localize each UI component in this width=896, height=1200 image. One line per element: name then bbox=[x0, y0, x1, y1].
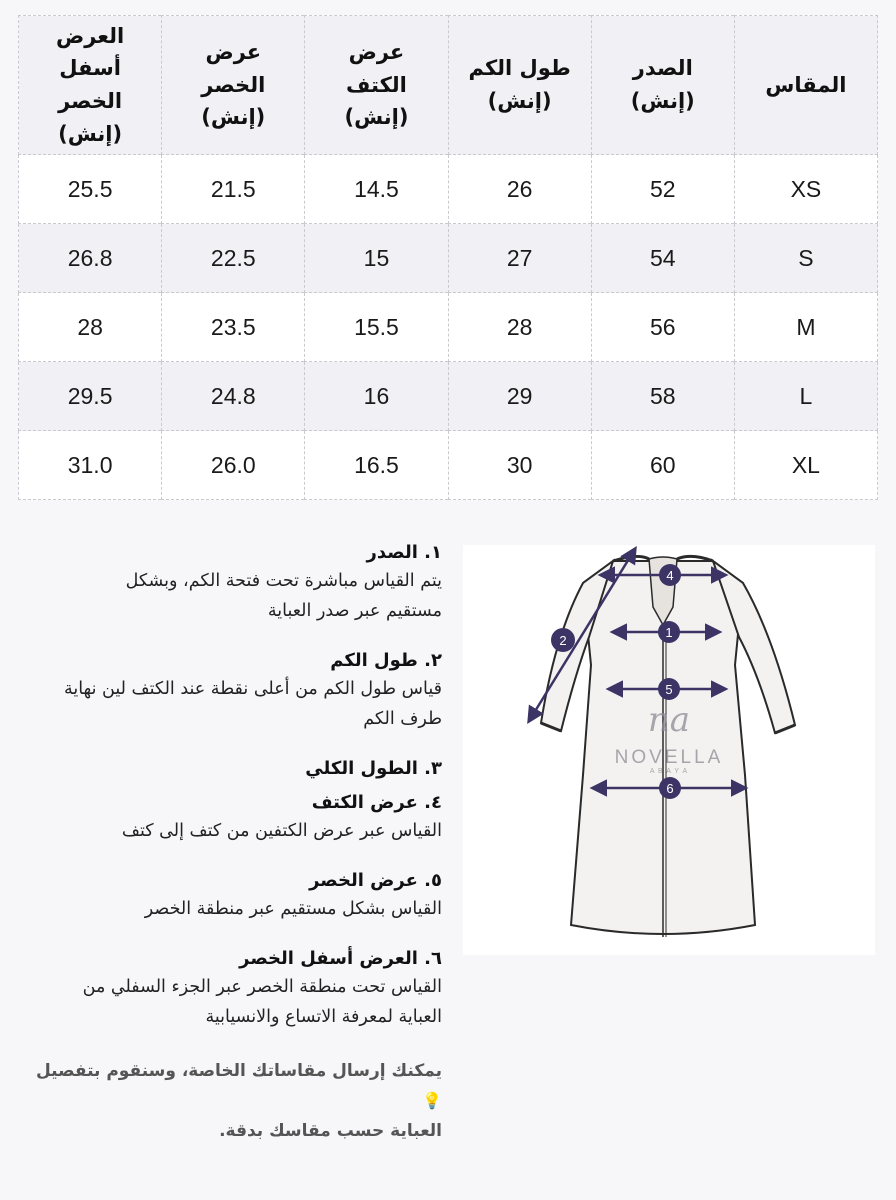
cell-chest: 56 bbox=[591, 293, 734, 362]
size-table bbox=[18, 15, 878, 500]
table-row bbox=[19, 155, 878, 224]
cell-sleeve: 28 bbox=[448, 293, 591, 362]
cell-chest: 52 bbox=[591, 155, 734, 224]
marker-6 bbox=[659, 777, 681, 799]
cell-below-waist: 31.0 bbox=[19, 431, 162, 500]
header-below-waist-width: العرض أسفل الخصر (إنش) bbox=[19, 16, 162, 155]
cell-size: L bbox=[734, 362, 877, 431]
instruction-chest bbox=[14, 540, 442, 626]
instruction-title: ٤. عرض الكتف bbox=[311, 792, 442, 813]
marker-1 bbox=[658, 621, 680, 643]
cell-waist: 23.5 bbox=[162, 293, 305, 362]
instruction-sleeve bbox=[14, 648, 442, 734]
svg-text:na: na bbox=[647, 700, 691, 740]
cell-below-waist: 26.8 bbox=[19, 224, 162, 293]
table-row bbox=[19, 362, 878, 431]
table-row bbox=[19, 431, 878, 500]
cell-shoulder: 14.5 bbox=[305, 155, 448, 224]
cell-sleeve: 26 bbox=[448, 155, 591, 224]
cell-sleeve: 27 bbox=[448, 224, 591, 293]
header-chest: الصدر (إنش) bbox=[591, 16, 734, 155]
table-row bbox=[19, 224, 878, 293]
cell-size: XL bbox=[734, 431, 877, 500]
cell-waist: 24.8 bbox=[162, 362, 305, 431]
table-row bbox=[19, 293, 878, 362]
marker-2 bbox=[551, 628, 575, 652]
header-size: المقاس bbox=[734, 16, 877, 155]
instruction-text: القياس بشكل مستقيم عبر منطقة الخصر bbox=[144, 899, 442, 919]
instruction-waist bbox=[14, 868, 442, 924]
svg-text:6: 6 bbox=[666, 781, 674, 796]
cell-shoulder: 15 bbox=[305, 224, 448, 293]
svg-text:NOVELLA: NOVELLA bbox=[614, 747, 724, 768]
custom-size-note bbox=[14, 1056, 442, 1146]
header-shoulder-width: عرض الكتف (إنش) bbox=[305, 16, 448, 155]
cell-sleeve: 30 bbox=[448, 431, 591, 500]
header-sleeve-length: طول الكم (إنش) bbox=[448, 16, 591, 155]
instruction-text: طرف الكم bbox=[363, 709, 442, 729]
instruction-title: ٦. العرض أسفل الخصر bbox=[239, 948, 442, 969]
instruction-text: القياس عبر عرض الكتفين من كتف إلى كتف bbox=[121, 821, 442, 841]
instruction-text: العباية لمعرفة الاتساع والانسيابية bbox=[205, 1007, 442, 1027]
cell-size: M bbox=[734, 293, 877, 362]
svg-text:5: 5 bbox=[665, 682, 673, 697]
note-text: يمكنك إرسال مقاساتك الخاصة، وسنقوم بتفصيل bbox=[36, 1061, 442, 1081]
instruction-text: مستقيم عبر صدر العباية bbox=[267, 601, 442, 621]
note-text: العباية حسب مقاسك بدقة. bbox=[219, 1121, 442, 1141]
cell-chest: 60 bbox=[591, 431, 734, 500]
instruction-below-waist bbox=[14, 946, 442, 1032]
cell-chest: 54 bbox=[591, 224, 734, 293]
cell-waist: 21.5 bbox=[162, 155, 305, 224]
instruction-text: القياس تحت منطقة الخصر عبر الجزء السفلي من bbox=[82, 977, 442, 997]
measurement-instructions bbox=[14, 540, 442, 1146]
cell-waist: 26.0 bbox=[162, 431, 305, 500]
svg-text:A B A Y A: A B A Y A bbox=[649, 768, 689, 775]
instruction-text: قياس طول الكم من أعلى نقطة عند الكتف لين نهاية bbox=[63, 679, 442, 699]
cell-below-waist: 28 bbox=[19, 293, 162, 362]
header-waist-width: عرض الخصر (إنش) bbox=[162, 16, 305, 155]
abaya-diagram bbox=[463, 545, 875, 955]
cell-shoulder: 16.5 bbox=[305, 431, 448, 500]
svg-text:1: 1 bbox=[665, 625, 673, 640]
cell-shoulder: 16 bbox=[305, 362, 448, 431]
cell-waist: 22.5 bbox=[162, 224, 305, 293]
svg-text:4: 4 bbox=[666, 568, 674, 583]
instruction-title: ٥. عرض الخصر bbox=[309, 870, 442, 891]
cell-sleeve: 29 bbox=[448, 362, 591, 431]
instruction-shoulder bbox=[14, 790, 442, 846]
size-chart bbox=[18, 15, 878, 500]
cell-size: XS bbox=[734, 155, 877, 224]
marker-5 bbox=[658, 678, 680, 700]
table-header-row bbox=[19, 16, 878, 155]
marker-4 bbox=[659, 564, 681, 586]
instruction-text: يتم القياس مباشرة تحت فتحة الكم، وبشكل bbox=[125, 571, 442, 591]
cell-shoulder: 15.5 bbox=[305, 293, 448, 362]
svg-text:2: 2 bbox=[559, 633, 567, 648]
instruction-total-length bbox=[14, 756, 442, 782]
abaya-illustration bbox=[463, 545, 875, 955]
cell-size: S bbox=[734, 224, 877, 293]
cell-below-waist: 25.5 bbox=[19, 155, 162, 224]
lightbulb-icon: 💡 bbox=[422, 1091, 442, 1110]
cell-below-waist: 29.5 bbox=[19, 362, 162, 431]
instruction-title: ١. الصدر bbox=[366, 542, 442, 563]
cell-chest: 58 bbox=[591, 362, 734, 431]
instruction-title: ٢. طول الكم bbox=[330, 650, 442, 671]
instruction-title: ٣. الطول الكلي bbox=[305, 758, 442, 779]
